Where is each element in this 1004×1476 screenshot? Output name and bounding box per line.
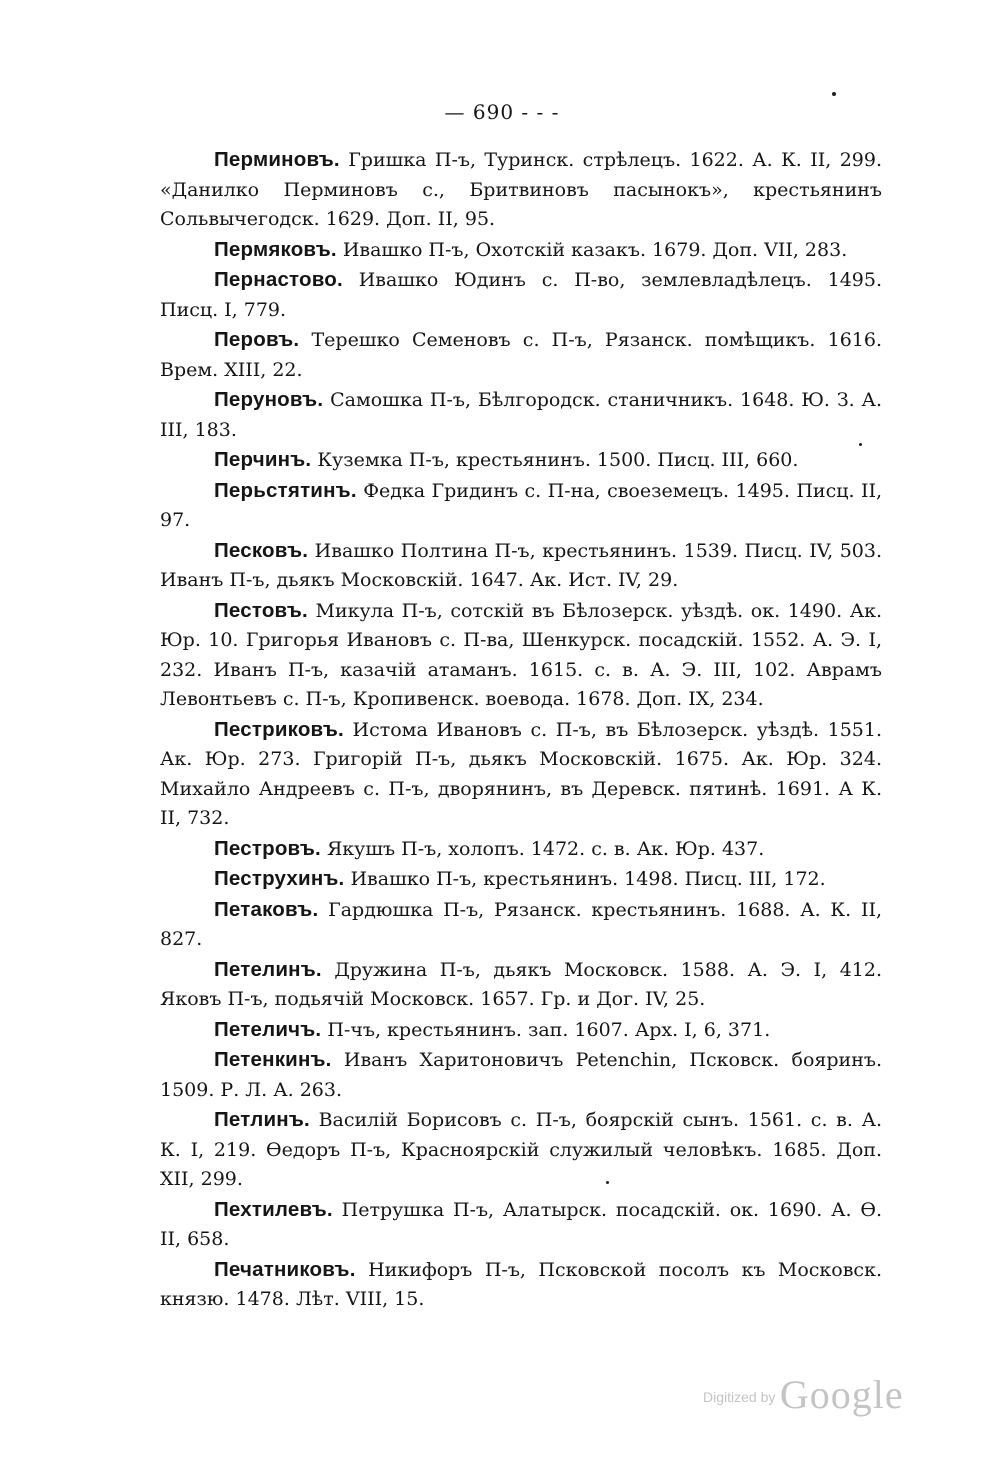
dictionary-entry [160,1255,882,1315]
dictionary-entry [160,1045,882,1105]
dictionary-entry [160,955,882,1015]
digitized-watermark [703,1371,904,1418]
entry-text: Петрушка П-ъ, Алатырск. посадскій. ок. 1690. А. Ѳ. II, 658. [160,1198,882,1250]
entry-text: Истома Ивановъ с. П-ъ, въ Бѣлозерск. уѣздѣ. 1551. Ак. Юр. 273. Григорій П-ъ, дьякъ Московскій. 1675. Ак. Юр. 324. Михайло Андреевъ с. П-ъ, дворянинъ, въ Деревск. пятинѣ. 1691. А К. II, 732. [160,718,882,829]
entry-headword: Пестовъ. [214,598,308,622]
dictionary-entry [160,536,882,596]
entry-headword: Пермяковъ. [214,237,337,261]
google-logo: Google [779,1372,904,1417]
entry-text: Иванъ Харитоновичъ Petenchin, Псковск. бояринъ. 1509. Р. Л. А. 263. [160,1049,882,1101]
entry-headword: Пернастово. [214,268,343,291]
dictionary-entry [160,265,882,325]
entry-text: Василій Борисовъ с. П-ъ, боярскій сынъ. 1561. с. в. А. К. I, 219. Ѳедоръ П-ъ, Красноярскій служилый человѣкъ. 1685. Доп. XII, 299. [160,1109,883,1190]
entry-headword: Петеличъ. [214,1017,322,1041]
entry-headword: Пеструхинъ. [214,867,345,890]
dictionary-entry [160,1195,882,1255]
entry-text: Дружина П-ъ, дьякъ Московск. 1588. А. Э. I, 412. Яковъ П-ъ, подьячій Московск. 1657. Гр. и Дог. IV, 25. [160,958,882,1010]
entry-headword: Перчинъ. [214,448,312,471]
entry-text: Самошка П-ъ, Бѣлгородск. станичникъ. 1648. Ю. З. А. III, 183. [160,389,882,441]
stray-dot [859,443,862,446]
entry-text: Ивашко П-ъ, Охотскій казакъ. 1679. Доп. VII, 283. [342,238,848,261]
entry-text: Гришка П-ъ, Туринск. стрѣлецъ. 1622. А. К. II, 299. «Данилко Перминовъ с., Бритвиновъ пасынокъ», крестьянинъ Сольвычегодск. 1629. Доп. II, 95. [160,149,882,230]
entry-text: Якушъ П-ъ, холопъ. 1472. с. в. Ак. Юр. 437. [326,837,765,860]
stray-dot [606,1181,609,1184]
entry-headword: Петаковъ. [214,897,319,921]
entry-headword: Перминовъ. [214,148,340,171]
entry-headword: Пехтилевъ. [214,1197,333,1221]
entry-headword: Перьстятинъ. [214,478,357,502]
entry-headword: Печатниковъ. [214,1257,356,1281]
entry-text: П-чъ, крестьянинъ. зап. 1607. Арх. I, 6, 371. [327,1018,771,1041]
entry-text: Куземка П-ъ, крестьянинъ. 1500. Писц. III, 660. [317,449,799,471]
page-number: — 690 - - - [444,100,560,124]
dictionary-entry [160,325,882,385]
watermark-prefix: Digitized by [703,1389,776,1405]
entry-headword: Петелинъ. [214,957,322,981]
entry-text: Гардюшка П-ъ, Рязанск. крестьянинъ. 1688. А. К. II, 827. [160,898,882,950]
entry-text: Никифоръ П-ъ, Псковской посолъ къ Московск. князю. 1478. Лѣт. VIII, 15. [160,1258,882,1310]
entry-headword: Пестриковъ. [214,717,344,741]
dictionary-entry [160,1015,882,1046]
dictionary-entry [160,385,882,445]
entry-text: Терешко Семеновъ с. П-ъ, Рязанск. помѣщикъ. 1616. Врем. XIII, 22. [160,329,882,381]
dictionary-entry [160,895,882,955]
entry-headword: Пестровъ. [214,836,321,860]
entry-text: Федка Гридинъ с. П-на, своеземецъ. 1495. Писц. II, 97. [160,479,882,531]
entry-headword: Петенкинъ. [214,1048,332,1071]
dictionary-entry [160,864,882,895]
entry-text: Ивашко П-ъ, крестьянинъ. 1498. Писц. III, 172. [350,868,826,890]
dictionary-entry [160,834,882,865]
dictionary-entry [160,715,882,834]
entry-text: Ивашко Полтина П-ъ, крестьянинъ. 1539. Писц. IV, 503. Иванъ П-ъ, дьякъ Московскій. 1647. Ак. Ист. IV, 29. [160,539,882,591]
entry-list [160,145,882,1315]
stray-dot [832,92,836,96]
dictionary-entry [160,235,882,266]
entry-headword: Песковъ. [214,538,309,562]
entry-headword: Перуновъ. [214,388,324,411]
dictionary-entry [160,445,882,476]
entry-text: Ивашко Юдинъ с. П-во, землевладѣлецъ. 1495. Писц. I, 779. [160,269,883,321]
dictionary-entry [160,596,882,715]
entry-headword: Перовъ. [214,328,300,351]
dictionary-entry [160,476,882,536]
dictionary-entry [160,1105,882,1195]
entry-text: Микула П-ъ, сотскій въ Бѣлозерск. уѣздѣ. ок. 1490. Ак. Юр. 10. Григорья Ивановъ с. П-ва, Шенкурск. посадскій. 1552. А. Э. I, 232. Иванъ П-ъ, казачій атаманъ. 1615. с. в. А. Э. III, 102. Аврамъ Левонтьевъ с. П-ъ, Кропивенск. воевода. 1678. Доп. IX, 234. [160,599,882,710]
entry-headword: Петлинъ. [214,1108,310,1131]
dictionary-entry [160,145,882,235]
